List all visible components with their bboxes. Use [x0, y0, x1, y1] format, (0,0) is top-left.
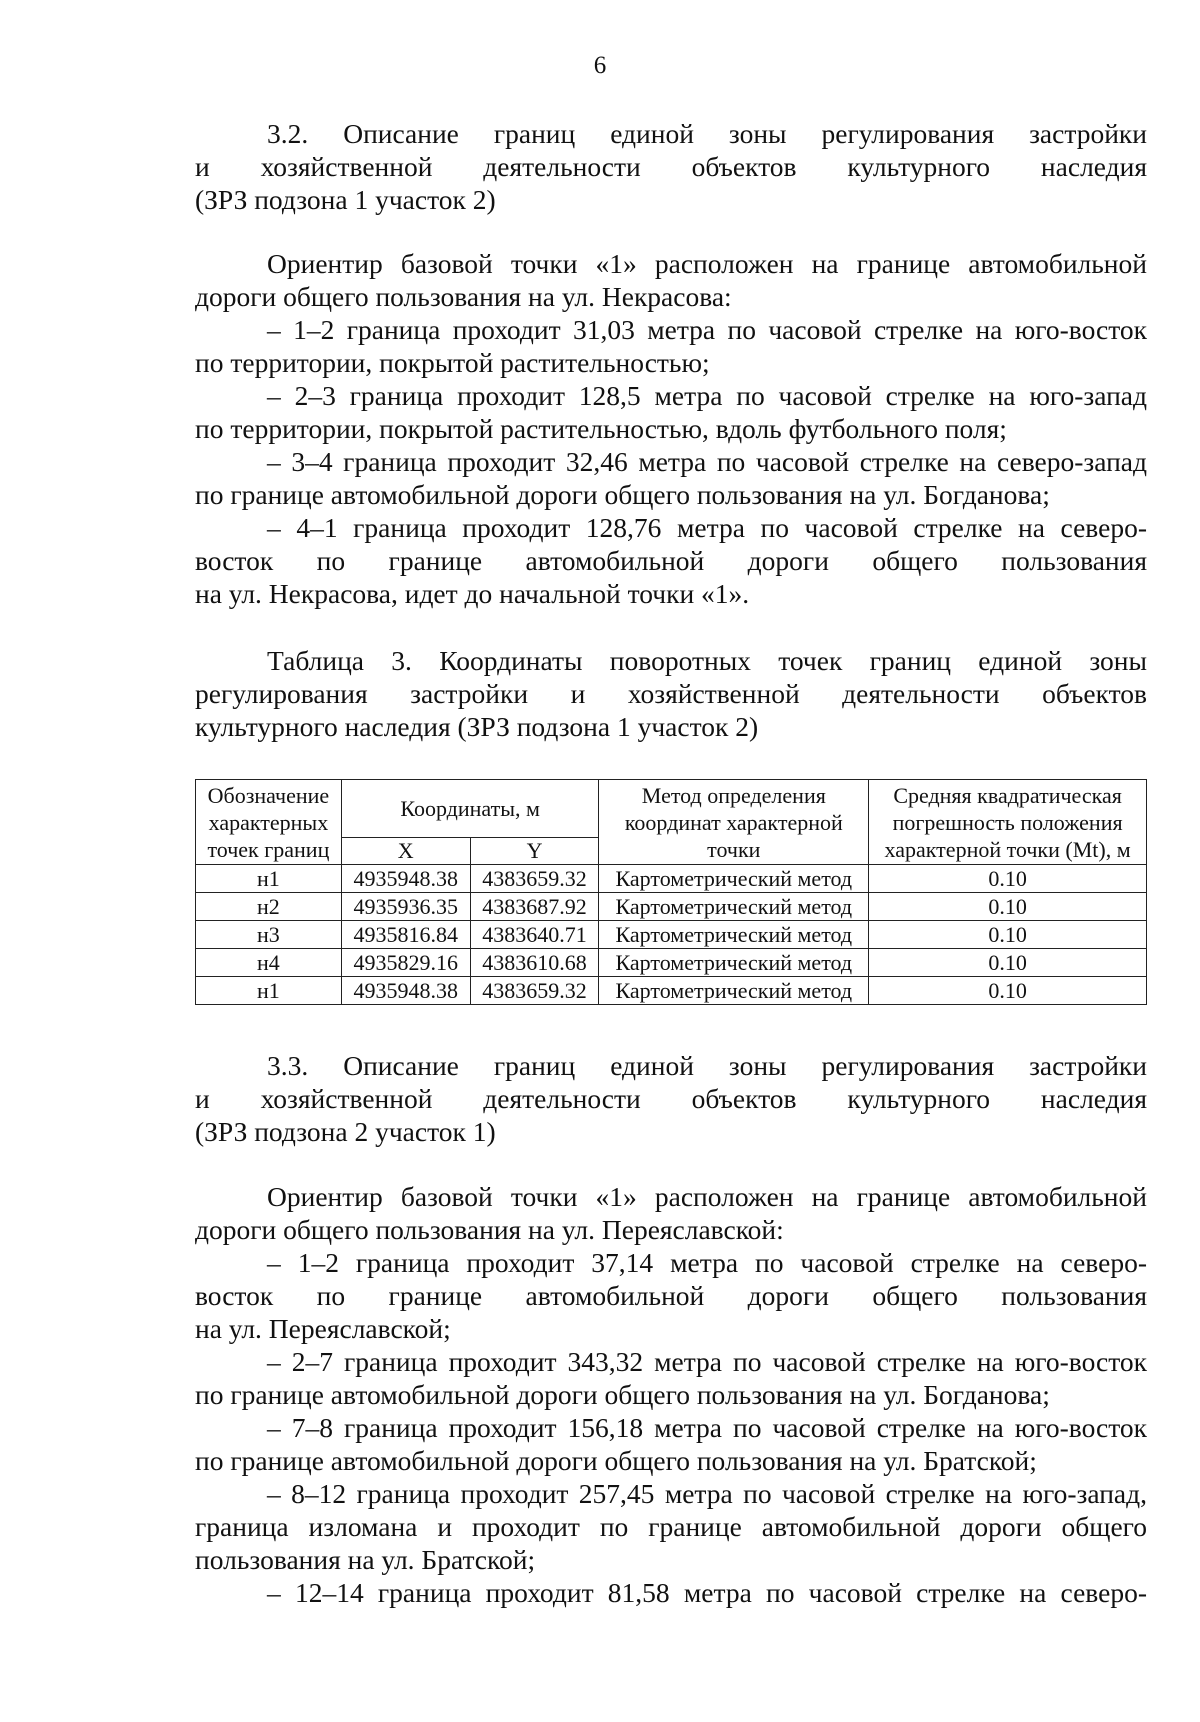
orientir-line: Ориентир базовой точки «1» расположен на границе автомобильной — [267, 1181, 1147, 1212]
boundary-item-line: граница изломана и проходит по границе автомобильной дороги общего — [195, 1511, 1147, 1542]
cell-x: 4935948.38 — [341, 977, 470, 1005]
header-line: Метод определения — [641, 782, 826, 808]
boundary-item-line: – 7–8 граница проходит 156,18 метра по часовой стрелке на юго-восток — [267, 1412, 1147, 1443]
heading-line: (ЗРЗ подзона 2 участок 1) — [195, 1116, 496, 1147]
header-point — [196, 780, 342, 865]
header-line: точек границ — [207, 836, 330, 862]
cell-y: 4383687.92 — [470, 893, 599, 921]
header-line: характерной точки (Mt), м — [884, 836, 1131, 862]
header-line: точки — [707, 836, 761, 862]
cell-y: 4383659.32 — [470, 865, 599, 893]
cell-point: н3 — [196, 921, 342, 949]
cell-error: 0.10 — [869, 865, 1147, 893]
boundary-item-line: по границе автомобильной дороги общего пользования на ул. Братской; — [195, 1445, 1037, 1476]
orientir-line: дороги общего пользования на ул. Переяславской: — [195, 1214, 784, 1245]
boundary-item-line: пользования на ул. Братской; — [195, 1544, 536, 1575]
caption-line: Таблица 3. Координаты поворотных точек границ единой зоны — [267, 645, 1147, 676]
page-number: 6 — [593, 52, 607, 79]
boundary-item-line: восток по границе автомобильной дороги общего пользования — [195, 1280, 1147, 1311]
heading-line: и хозяйственной деятельности объектов культурного наследия — [195, 151, 1147, 182]
table-row — [196, 949, 1147, 977]
table-3-caption — [195, 644, 1147, 743]
boundary-item-line: восток по границе автомобильной дороги общего пользования — [195, 545, 1147, 576]
boundary-item-line: – 2–7 граница проходит 343,32 метра по часовой стрелке на юго-восток — [267, 1346, 1147, 1377]
boundary-item-line: – 12–14 граница проходит 81,58 метра по часовой стрелке на северо- — [267, 1577, 1147, 1608]
header-line: погрешность положения — [892, 809, 1123, 835]
cell-y: 4383640.71 — [470, 921, 599, 949]
header-line: координат характерной — [624, 809, 843, 835]
caption-line: регулирования застройки и хозяйственной деятельности объектов — [195, 678, 1147, 709]
coordinates-table — [195, 779, 1147, 1005]
cell-method: Картометрический метод — [599, 865, 869, 893]
cell-error: 0.10 — [869, 977, 1147, 1005]
header-x: X — [341, 838, 470, 865]
table-header-row — [196, 780, 1147, 838]
table-row — [196, 921, 1147, 949]
orientir-line: Ориентир базовой точки «1» расположен на границе автомобильной — [267, 248, 1147, 279]
boundary-item-line: по территории, покрытой растительностью; — [195, 347, 710, 378]
cell-error: 0.10 — [869, 893, 1147, 921]
cell-error: 0.10 — [869, 949, 1147, 977]
header-y: Y — [470, 838, 599, 865]
heading-line: и хозяйственной деятельности объектов культурного наследия — [195, 1083, 1147, 1114]
section-3-3-body — [195, 1180, 1147, 1609]
cell-x: 4935948.38 — [341, 865, 470, 893]
cell-point: н4 — [196, 949, 342, 977]
section-3-2-heading — [195, 117, 1147, 216]
cell-method: Картометрический метод — [599, 949, 869, 977]
cell-point: н1 — [196, 865, 342, 893]
boundary-item-line: на ул. Некрасова, идет до начальной точки «1». — [195, 578, 750, 609]
cell-error: 0.10 — [869, 921, 1147, 949]
cell-x: 4935829.16 — [341, 949, 470, 977]
header-line: характерных — [208, 809, 329, 835]
table-row — [196, 893, 1147, 921]
orientir-line: дороги общего пользования на ул. Некрасова: — [195, 281, 732, 312]
table-row — [196, 865, 1147, 893]
boundary-item-line: – 4–1 граница проходит 128,76 метра по часовой стрелке на северо- — [267, 512, 1147, 543]
header-method — [599, 780, 869, 865]
cell-method: Картометрический метод — [599, 893, 869, 921]
header-error — [869, 780, 1147, 865]
cell-x: 4935816.84 — [341, 921, 470, 949]
cell-x: 4935936.35 — [341, 893, 470, 921]
section-3-2-body — [195, 247, 1147, 610]
heading-line: 3.3. Описание границ единой зоны регулирования застройки — [267, 1050, 1147, 1081]
cell-method: Картометрический метод — [599, 921, 869, 949]
cell-method: Картометрический метод — [599, 977, 869, 1005]
caption-line: культурного наследия (ЗРЗ подзона 1 участок 2) — [195, 711, 759, 742]
boundary-item-line: по территории, покрытой растительностью, вдоль футбольного поля; — [195, 413, 1007, 444]
boundary-item-line: на ул. Переяславской; — [195, 1313, 451, 1344]
heading-line: (ЗРЗ подзона 1 участок 2) — [195, 184, 496, 215]
boundary-item-line: по границе автомобильной дороги общего пользования на ул. Богданова; — [195, 479, 1050, 510]
header-line: Обозначение — [207, 782, 330, 808]
cell-point: н2 — [196, 893, 342, 921]
header-line: Средняя квадратическая — [893, 782, 1122, 808]
boundary-item-line: – 3–4 граница проходит 32,46 метра по часовой стрелке на северо-запад — [267, 446, 1147, 477]
cell-y: 4383610.68 — [470, 949, 599, 977]
cell-point: н1 — [196, 977, 342, 1005]
boundary-item-line: по границе автомобильной дороги общего пользования на ул. Богданова; — [195, 1379, 1050, 1410]
cell-y: 4383659.32 — [470, 977, 599, 1005]
boundary-item-line: – 1–2 граница проходит 37,14 метра по часовой стрелке на северо- — [267, 1247, 1147, 1278]
header-coordinates: Координаты, м — [341, 780, 599, 838]
boundary-item-line: – 2–3 граница проходит 128,5 метра по часовой стрелке на юго-запад — [267, 380, 1147, 411]
heading-line: 3.2. Описание границ единой зоны регулирования застройки — [267, 118, 1147, 149]
boundary-item-line: – 8–12 граница проходит 257,45 метра по часовой стрелке на юго-запад, — [267, 1478, 1147, 1509]
section-3-3-heading — [195, 1049, 1147, 1148]
table-row — [196, 977, 1147, 1005]
boundary-item-line: – 1–2 граница проходит 31,03 метра по часовой стрелке на юго-восток — [267, 314, 1147, 345]
